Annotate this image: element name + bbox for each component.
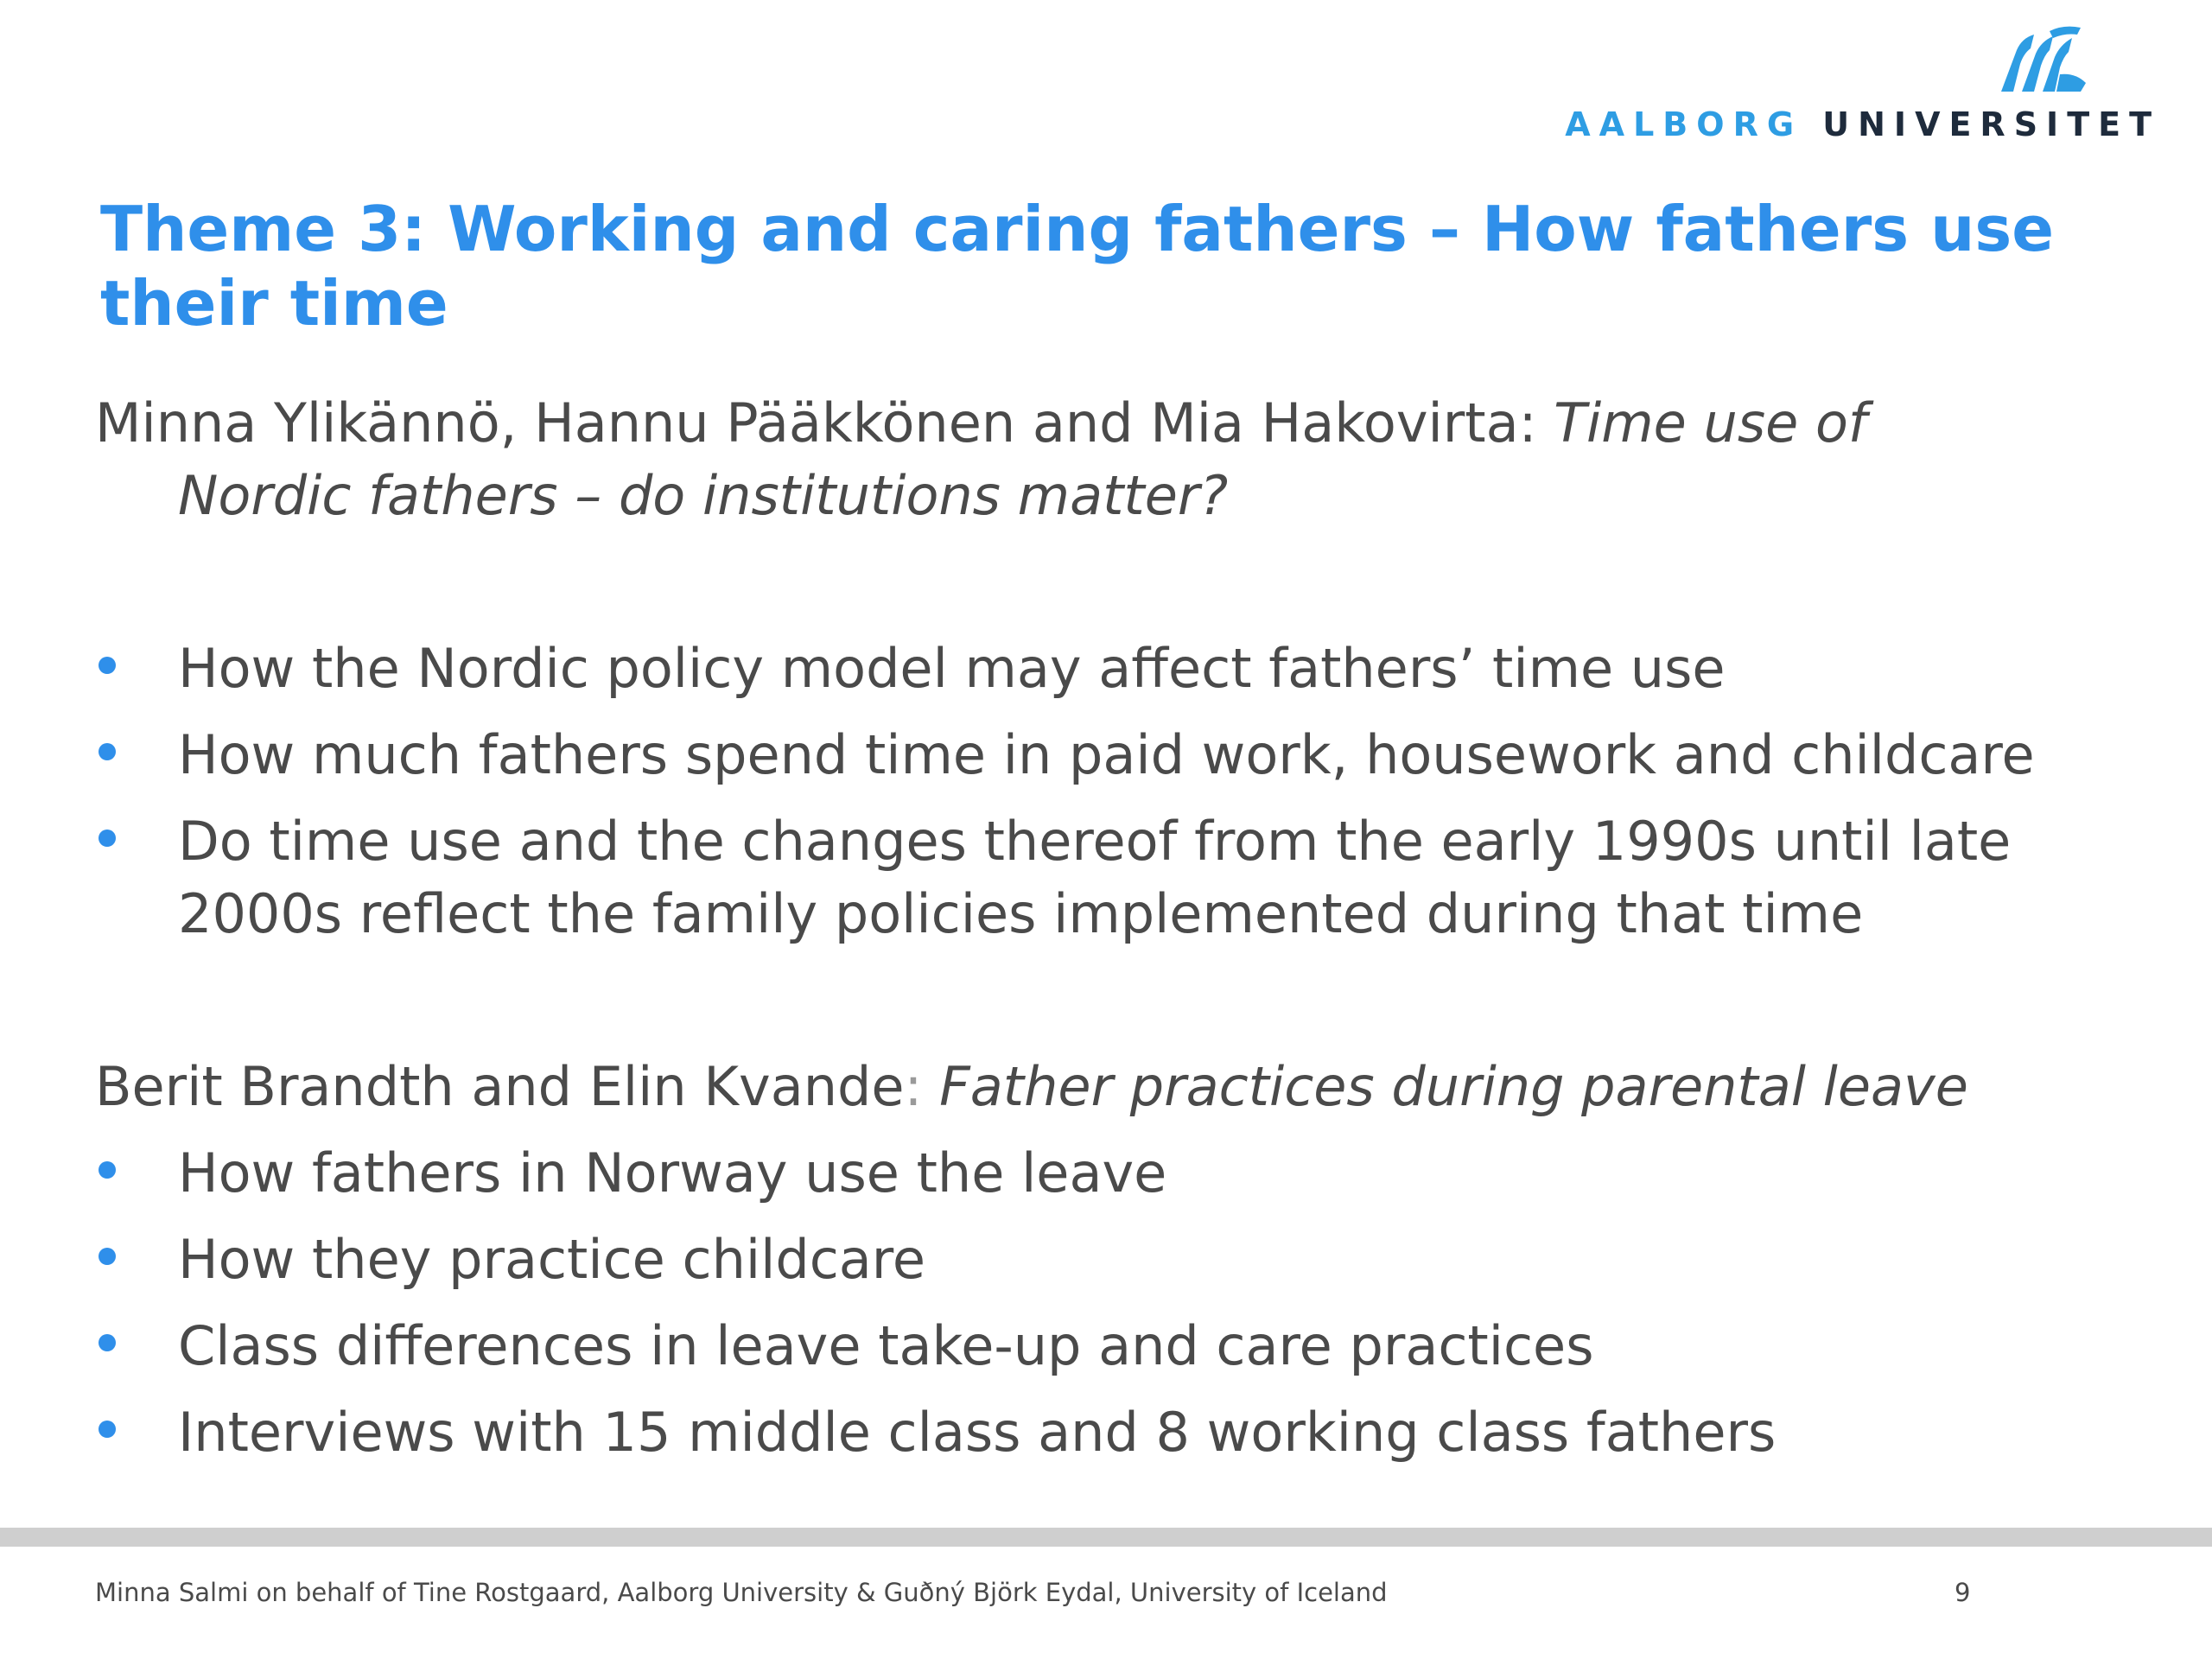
reference-authors: Minna Ylikännö, Hannu Pääkkönen and Mia Hakovirta: [95,391,1554,454]
bullet-icon [99,1161,116,1179]
bullet-icon [99,657,116,674]
list-item-text: How fathers in Norway use the leave [178,1141,1167,1205]
list-item [95,1137,2117,1210]
reference-brandth-kvande [95,1051,2117,1123]
reference-work-title-part1: Time use of [1554,391,1867,454]
reference-work-title: Father practices during parental leave [939,1055,1968,1118]
list-item [95,805,2117,950]
logo-word-universitet: UNIVERSITET [1822,105,2160,143]
logo-wordmark [1565,105,2160,143]
list-item [95,1224,2117,1296]
footer-divider [0,1528,2212,1547]
page-number: 9 [1955,1578,1971,1607]
bullet-list-time-use [95,632,2117,964]
bullet-icon [99,1248,116,1265]
aau-logo-icon [1996,22,2091,99]
list-item-text: How the Nordic policy model may affect fathers’ time use [178,637,1726,700]
list-item-text: Interviews with 15 middle class and 8 working class fathers [178,1401,1777,1464]
list-item [95,719,2117,791]
logo-word-aalborg: AALBORG [1565,105,1803,143]
list-item [95,1310,2117,1382]
list-item-text: Do time use and the changes thereof from the early 1990s until late 2000s reflect the family policies implemented during that time [178,810,2012,945]
reference-work-title-part2: Nordic fathers – do institutions matter? [178,464,1229,527]
list-item [95,1396,2117,1469]
bullet-list-parental-leave [95,1137,2117,1483]
aalborg-university-logo [1469,22,2160,143]
reference-separator: : [904,1055,923,1118]
list-item [95,632,2117,705]
reference-authors: Berit Brandth and Elin Kvande [95,1055,905,1118]
slide-title: Theme 3: Working and caring fathers – How fathers use their time [100,193,2055,340]
list-item-text: Class differences in leave take-up and care practices [178,1314,1594,1377]
bullet-icon [99,743,116,760]
bullet-icon [99,1334,116,1351]
reference-ylikanno [95,387,2117,532]
list-item-text: How they practice childcare [178,1228,926,1291]
bullet-icon [99,1421,116,1438]
list-item-text: How much fathers spend time in paid work, housework and childcare [178,723,2035,786]
footer-credits: Minna Salmi on behalf of Tine Rostgaard, Aalborg University & Guðný Björk Eydal, University of Iceland [95,1578,1388,1607]
bullet-icon [99,830,116,847]
